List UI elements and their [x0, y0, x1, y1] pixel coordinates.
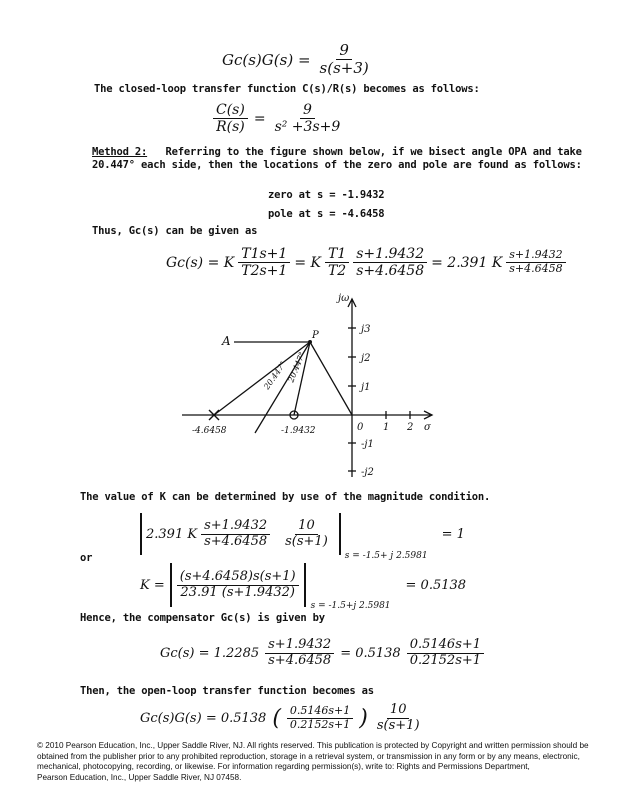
eq7-f2-den: s(s+1)	[376, 717, 420, 733]
eq7-fraction-2	[374, 703, 423, 734]
eq3-f3-num: s+1.9432	[353, 246, 427, 263]
eq4-f1-den: s+4.6458	[204, 533, 268, 549]
eq4-fraction-2	[282, 519, 331, 550]
text-thus: Thus, Gc(s) can be given as	[92, 225, 258, 237]
eq3-f4-num: s+1.9432	[506, 249, 565, 263]
eq3-f1-num: T1s+1	[238, 246, 290, 263]
eq7-lhs: Gc(s)G(s) = 0.5138	[140, 710, 267, 726]
equation-open-loop-final	[140, 703, 423, 734]
eq3-f3-den: s+4.6458	[356, 263, 425, 280]
eq4-term: 2.391 K	[146, 526, 198, 542]
eq3-f2-den: T2	[327, 263, 347, 280]
eq4-f2-num: 10	[295, 519, 318, 535]
eq3-equals-k: = K	[294, 254, 321, 271]
eq2-rhs-numerator: 9	[300, 102, 315, 119]
label-tick1: 1	[383, 422, 390, 433]
eq3-fraction-4	[506, 249, 565, 275]
label-jw: jω	[338, 293, 350, 304]
eq2-rhs-denominator: s² +3s+9	[274, 119, 341, 136]
eq4-f1-num: s+1.9432	[201, 519, 270, 535]
abs-bar-right	[339, 513, 341, 555]
text-magnitude-condition: The value of K can be determined by use of the magnitude condition.	[80, 491, 491, 503]
copyright-footer	[37, 741, 597, 783]
equation-open-loop	[222, 42, 372, 78]
footer-line-2: obtained from the publisher prior to any prohibited reproduction, storage in a retrieval system, or transmission in any form or by any means, electronic,	[37, 751, 580, 761]
text-closed-loop: The closed-loop transfer function C(s)/R(s) becomes as follows:	[94, 83, 480, 95]
label-j3: j3	[361, 324, 371, 335]
method2-line2: 20.447° each side, then the locations of the zero and pole are found as follows:	[92, 159, 582, 171]
eq5-fraction	[177, 570, 299, 601]
eq5-lhs: K =	[140, 577, 165, 593]
label-j1: j1	[361, 382, 371, 393]
footer-line-3: mechanical, photocopying, recording, or likewise. For information regarding permission(s), write to: Rights and Permissions Department,	[37, 762, 530, 772]
equation-compensator-form	[166, 246, 566, 279]
label-origin: 0	[357, 422, 364, 433]
line-p-origin	[310, 342, 352, 415]
zero-location: zero at s = -1.9432	[268, 189, 385, 201]
label-angle-2: 20.447°	[286, 350, 307, 384]
eq7-paren-close: )	[359, 705, 368, 731]
label-p: P	[312, 330, 319, 341]
eq4-rhs: = 1	[441, 526, 465, 542]
eq5-denominator: 23.91 (s+1.9432)	[180, 584, 295, 600]
equation-magnitude-condition	[140, 513, 465, 561]
method2-line1: Referring to the figure shown below, if we bisect angle OPA and take	[165, 146, 582, 158]
eq7-f2-num: 10	[387, 703, 410, 719]
label-j2: j2	[361, 353, 371, 364]
eq5-numerator: (s+4.6458)s(s+1)	[177, 570, 299, 586]
label-angle-1: 20.447°	[262, 359, 288, 392]
k-abs-bar-left	[170, 563, 172, 607]
pole-location: pole at s = -4.6458	[268, 208, 385, 220]
eq1-fraction	[317, 42, 372, 78]
root-locus-sketch	[0, 285, 620, 485]
eq6-f1-num: s+1.9432	[265, 638, 334, 654]
eq6-mid: = 0.5138	[340, 645, 401, 661]
eq5-substitution: s = -1.5+j 2.5981	[310, 601, 391, 611]
label-pole: -4.6458	[192, 426, 227, 436]
k-abs-bar-right	[304, 563, 306, 607]
eq3-f4-den: s+4.6458	[509, 262, 563, 276]
equation-closed-loop	[213, 102, 343, 135]
label-mj1: -j1	[361, 439, 374, 450]
eq6-lhs: Gc(s) = 1.2285	[160, 645, 260, 661]
eq2-lhs-denominator: R(s)	[216, 119, 245, 136]
text-then: Then, the open-loop transfer function becomes as	[80, 685, 374, 697]
label-mj2: -j2	[361, 467, 374, 478]
eq2-lhs-fraction	[213, 102, 248, 135]
eq7-fraction-1	[287, 705, 353, 731]
eq7-f1-num: 0.5146s+1	[287, 705, 353, 719]
eq7-paren-open: (	[272, 705, 281, 731]
text-or: or	[80, 552, 93, 564]
text-hence: Hence, the compensator Gc(s) is given by	[80, 612, 325, 624]
eq3-rhs: = 2.391 K	[431, 254, 503, 271]
footer-line-1: © 2010 Pearson Education, Inc., Upper Saddle River, NJ. All rights reserved. This publication is protected by Copyright and written permission should be	[37, 741, 589, 750]
eq3-fraction-1	[238, 246, 290, 279]
eq1-numerator: 9	[336, 42, 352, 60]
eq6-f2-num: 0.5146s+1	[407, 638, 484, 654]
label-zero: -1.9432	[281, 426, 316, 436]
equation-compensator-final	[160, 638, 484, 669]
eq2-equals: =	[253, 110, 266, 127]
equation-k-value	[140, 563, 467, 611]
eq6-fraction-1	[265, 638, 334, 669]
eq3-fraction-2	[325, 246, 349, 279]
eq6-f1-den: s+4.6458	[268, 652, 332, 668]
eq3-f1-den: T2s+1	[241, 263, 288, 280]
method2-paragraph	[92, 146, 582, 172]
eq2-rhs-fraction	[272, 102, 344, 135]
eq2-lhs-numerator: C(s)	[213, 102, 248, 119]
label-tick2: 2	[407, 422, 414, 433]
eq3-f2-num: T1	[325, 246, 349, 263]
eq4-substitution: s = -1.5+ j 2.5981	[344, 551, 428, 561]
eq6-fraction-2	[407, 638, 484, 669]
eq1-denominator: s(s+3)	[319, 59, 369, 78]
eq4-f2-den: s(s+1)	[285, 533, 328, 549]
eq1-lhs: Gc(s)G(s) =	[222, 50, 311, 69]
eq4-fraction-1	[201, 519, 270, 550]
footer-line-4: Pearson Education, Inc., Upper Saddle River, NJ 07458.	[37, 772, 242, 782]
eq6-f2-den: 0.2152s+1	[409, 652, 482, 668]
eq3-fraction-3	[353, 246, 427, 279]
abs-bar-left	[140, 513, 142, 555]
label-a: A	[222, 334, 231, 348]
eq5-rhs: = 0.5138	[405, 577, 467, 593]
eq3-lhs: Gc(s) = K	[166, 254, 235, 271]
eq7-f1-den: 0.2152s+1	[289, 717, 351, 731]
method2-label: Method 2:	[92, 146, 148, 158]
label-sigma: σ	[424, 422, 431, 433]
